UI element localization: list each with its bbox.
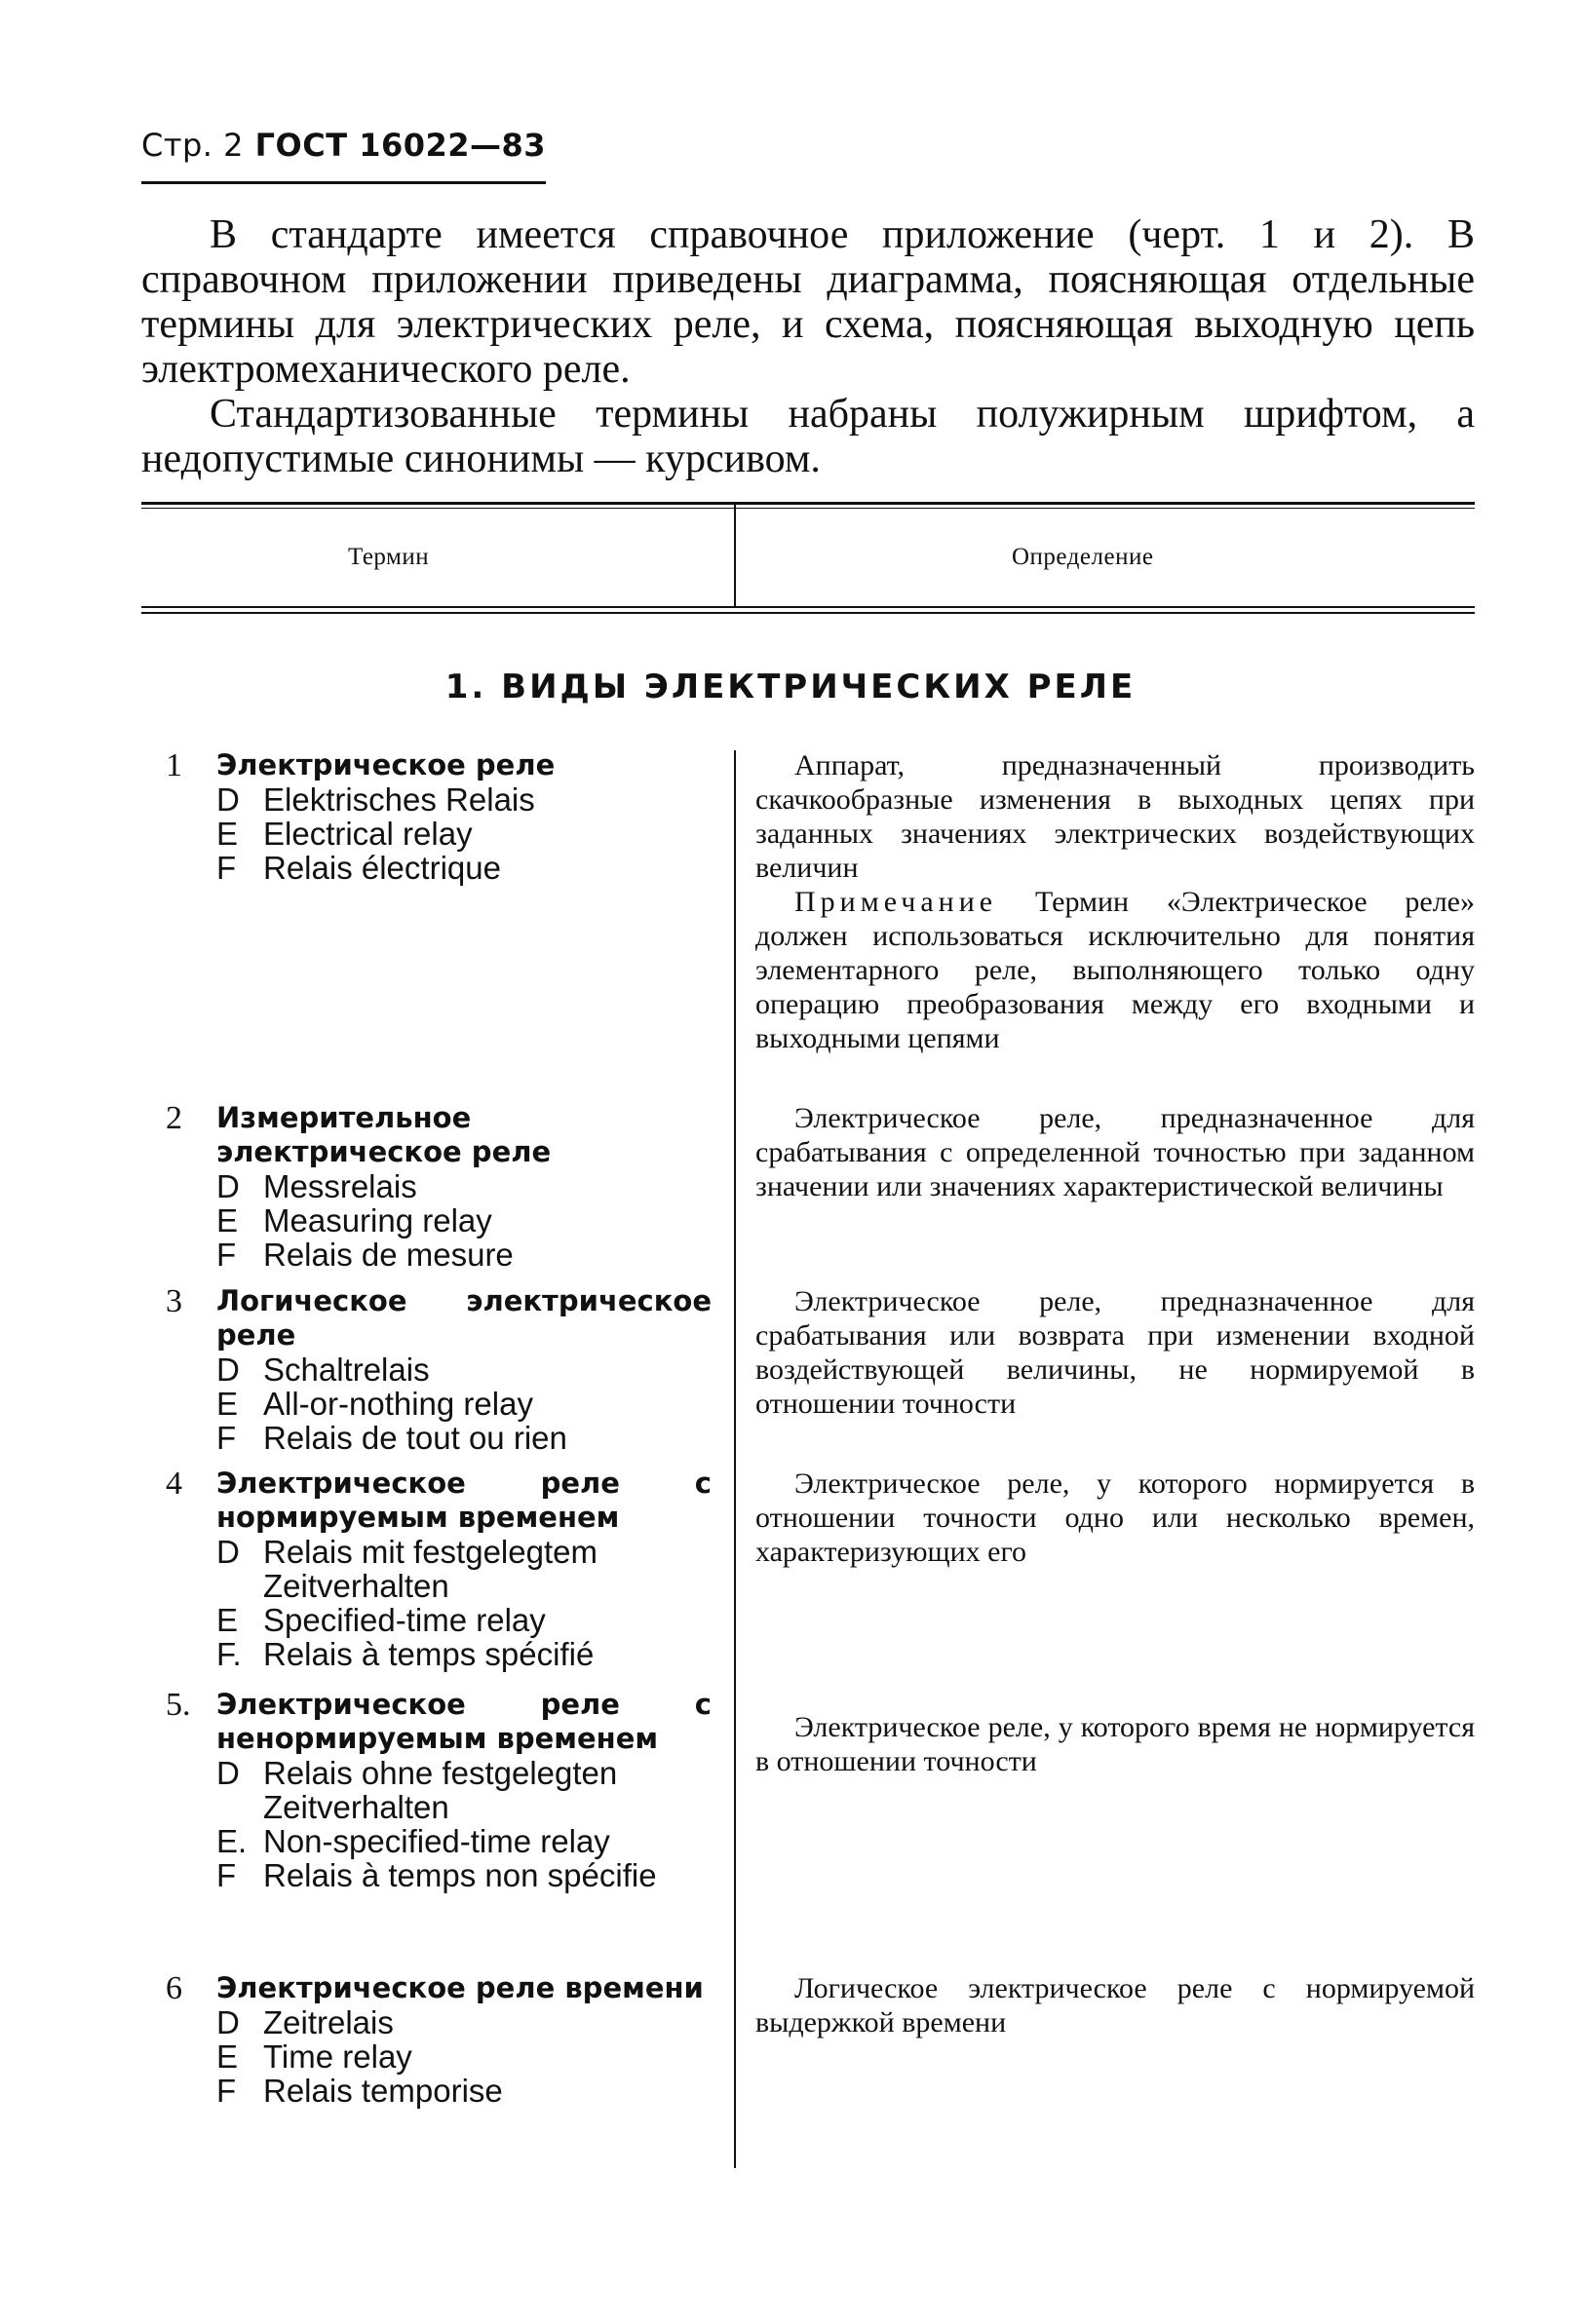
term-entry <box>166 1284 712 1455</box>
term-name: Электрическое реле с нормируемым временем <box>216 1467 712 1534</box>
term-synonym: Relais électrique <box>263 850 501 886</box>
term-synonym: Relais à temps spécifié <box>263 1636 595 1672</box>
lang-code: E <box>216 816 239 852</box>
column-header-definition: Определение <box>1012 544 1154 570</box>
column-header-term: Термин <box>348 544 430 570</box>
term-entry <box>166 1971 712 2108</box>
term-number: 5. <box>166 1687 191 1723</box>
definition-note <box>755 885 1475 1055</box>
term-entry <box>166 1688 712 1892</box>
page-number: Стр. 2 <box>141 127 244 164</box>
term-synonym: Relais temporise <box>263 2073 503 2109</box>
definition-text: Электрическое реле, предназначенное для срабатывания или возврата при изменении входной воздействующей величины, не нормируемой в отношении точности <box>755 1285 1475 1420</box>
term-definition <box>755 748 1475 1055</box>
note-text: Термин «Электрическое реле» должен использоваться исключительно для понятия элементарного реле, выполняющего только одну операцию преобразования между его входными и выходными цепями <box>755 886 1475 1054</box>
lang-code: E <box>216 1602 239 1638</box>
term-definition <box>755 1971 1475 2039</box>
lang-code: D <box>216 1352 240 1388</box>
term-number: 4 <box>166 1466 182 1502</box>
term-definition <box>755 1101 1475 1203</box>
term-number: 6 <box>166 1970 182 2006</box>
term-synonym: All-or-nothing relay <box>263 1386 533 1422</box>
intro-paragraph: Стандартизованные термины набраны полужирным шрифтом, а недопустимые синонимы — курсивом. <box>141 392 1475 481</box>
header-underline <box>141 181 546 184</box>
term-synonym: Measuring relay <box>263 1202 492 1238</box>
lang-code: F <box>216 1420 237 1456</box>
term-entry <box>166 1467 712 1671</box>
term-definition <box>755 1467 1475 1569</box>
column-divider-header <box>734 505 736 606</box>
term-name: Электрическое реле с ненормируемым временем <box>216 1688 712 1755</box>
term-synonym: Relais de mesure <box>263 1237 514 1273</box>
term-definition <box>755 1284 1475 1421</box>
column-divider-body <box>734 750 736 2168</box>
lang-code: E. <box>216 1823 248 1859</box>
lang-code: E <box>216 1386 239 1422</box>
lang-code: E <box>216 2038 239 2075</box>
term-name: Электрическое реле времени <box>216 1971 704 2004</box>
intro-text <box>141 212 1475 481</box>
term-name: Логическое электрическое реле <box>216 1284 712 1352</box>
term-synonym: Zeitrelais <box>263 2004 394 2040</box>
section-title: 1. ВИДЫ ЭЛЕКТРИЧЕСКИХ РЕЛЕ <box>444 667 1137 706</box>
table-header-bottom-rule <box>141 606 1475 608</box>
term-synonym: Messrelais <box>263 1168 417 1204</box>
standard-code: ГОСТ 16022—83 <box>254 127 547 164</box>
definition-text: Электрическое реле, у которого время не нормируется в отношении точности <box>755 1711 1475 1777</box>
lang-code: F <box>216 850 237 886</box>
table-top-rule <box>141 502 1475 505</box>
definition-text: Логическое электрическое реле с нормируемой выдержкой времени <box>755 1972 1475 2038</box>
term-name: Электрическое реле <box>216 748 556 781</box>
lang-code: D <box>216 2004 240 2040</box>
definition-text: Электрическое реле, у которого нормируется в отношении точности одно или несколько времен, характеризующих его <box>755 1467 1475 1568</box>
term-synonym: Relais mit festgelegtem Zeitverhalten <box>263 1534 598 1604</box>
term-definition <box>755 1710 1475 1778</box>
term-synonym: Time relay <box>263 2038 412 2075</box>
term-number: 3 <box>166 1283 182 1319</box>
term-synonym: Relais ohne festgelegten Zeitverhalten <box>263 1755 618 1825</box>
intro-paragraph: В стандарте имеется справочное приложение (черт. 1 и 2). В справочном приложении приведены диаграмма, поясняющая отдельные термины для электрических реле, и схема, поясняющая выходную цепь электромеханического реле. <box>141 212 1475 392</box>
term-synonym: Electrical relay <box>263 816 473 852</box>
lang-code: F. <box>216 1636 242 1672</box>
lang-code: D <box>216 1168 240 1204</box>
definition-text: Электрическое реле, предназначенное для срабатывания с определенной точностью при заданном значении или значениях характеристической величины <box>755 1102 1475 1202</box>
lang-code: D <box>216 1755 240 1791</box>
term-synonym: Relais de tout ou rien <box>263 1420 567 1456</box>
term-name: Измерительное электрическое реле <box>216 1101 552 1168</box>
note-label: Примечание <box>794 886 998 918</box>
table-header-bottom-rule-thin <box>141 612 1475 614</box>
term-synonym: Elektrisches Relais <box>263 781 535 818</box>
lang-code: E <box>216 1202 239 1238</box>
term-entry <box>166 748 712 885</box>
lang-code: D <box>216 781 240 818</box>
lang-code: F <box>216 1857 237 1893</box>
term-number: 2 <box>166 1100 182 1136</box>
lang-code: F <box>216 2073 237 2109</box>
term-synonym: Specified-time relay <box>263 1602 546 1638</box>
page-header <box>141 127 546 164</box>
term-synonym: Schaltrelais <box>263 1352 430 1388</box>
term-number: 1 <box>166 747 182 783</box>
definition-text: Аппарат, предназначенный производить скачкообразные изменения в выходных цепях при заданных значениях электрических воздействующих величин <box>755 749 1475 884</box>
lang-code: D <box>216 1534 240 1570</box>
lang-code: F <box>216 1237 237 1273</box>
table-top-rule-thin <box>141 508 1475 509</box>
term-entry <box>166 1101 712 1272</box>
term-synonym: Non-specified-time relay <box>263 1823 610 1859</box>
term-synonym: Relais à temps non spécifie <box>263 1857 657 1893</box>
